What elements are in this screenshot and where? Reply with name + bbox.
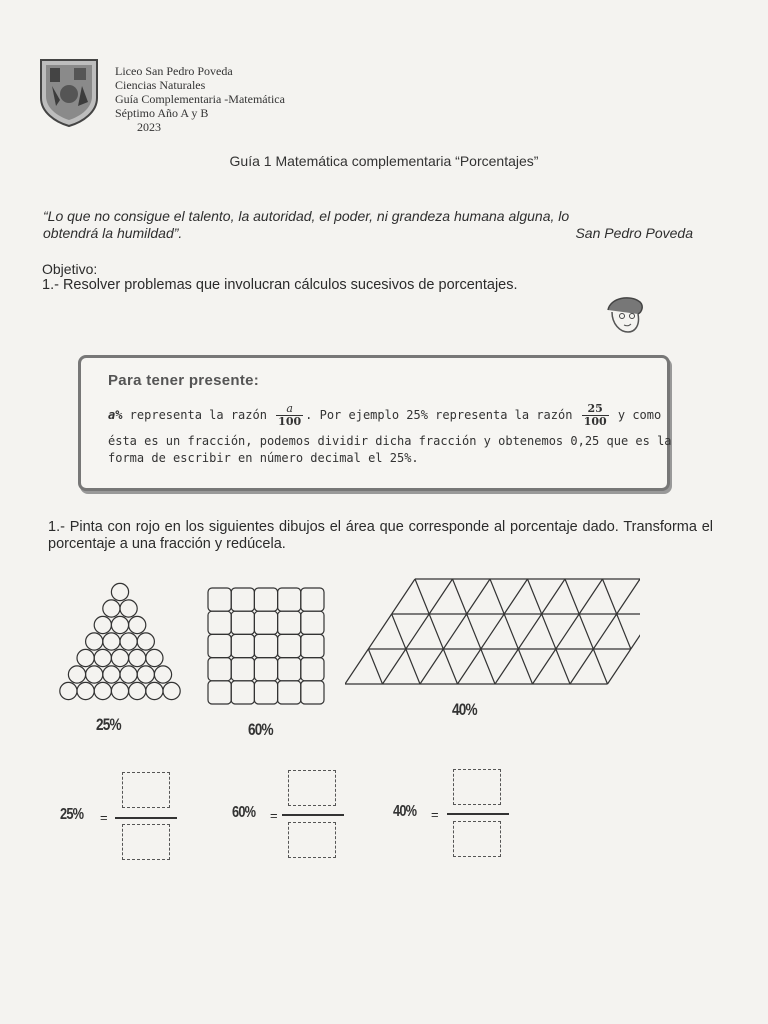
grid-line (631, 614, 640, 649)
circle-triangle-figure (55, 582, 185, 708)
figure-label-60: 60% (248, 720, 273, 739)
school-crest-logo (38, 56, 100, 128)
figure-label-40: 40% (452, 700, 477, 719)
quote-author: San Pedro Poveda (575, 225, 693, 241)
square-grid-figure (205, 585, 327, 710)
grid-cell (301, 611, 324, 634)
circle-cell (68, 666, 85, 683)
grid-line (345, 649, 368, 684)
grid-line (443, 649, 457, 684)
fraction-bar (115, 817, 177, 819)
objective-text: 1.- Resolver problemas que involucran cálculos sucesivos de porcentajes. (42, 277, 518, 293)
quote (43, 208, 693, 242)
circle-cell (94, 616, 111, 633)
grid-line (518, 649, 532, 684)
reminder-line-1 (108, 403, 661, 428)
fraction-numerator: a (276, 403, 303, 416)
grid-line (481, 614, 504, 649)
circle-cell (77, 682, 94, 699)
grid-line (556, 614, 579, 649)
grid-line (368, 649, 382, 684)
grid-cell (278, 588, 301, 611)
objective-label: Objetivo: (42, 261, 98, 277)
grid-line (603, 579, 617, 614)
circle-cell (103, 666, 120, 683)
grid-line (392, 614, 406, 649)
circle-cell (111, 616, 128, 633)
circle-cell (146, 682, 163, 699)
grid-cell (231, 611, 254, 634)
denominator-answer-box[interactable] (122, 824, 170, 860)
grid-line (406, 614, 429, 649)
reminder-text-a: representa la razón (122, 408, 275, 422)
equals-sign: = (270, 808, 278, 823)
circle-cell (146, 649, 163, 666)
grid-cell (231, 634, 254, 657)
grid-line (429, 614, 443, 649)
circle-cell (86, 633, 103, 650)
grid-cell (208, 588, 231, 611)
grid-line (504, 579, 527, 614)
circle-cell (129, 682, 146, 699)
grid-cell (208, 611, 231, 634)
grid-cell (208, 681, 231, 704)
grid-cell (278, 611, 301, 634)
equation-40 (393, 767, 523, 862)
fraction-bar (447, 813, 509, 815)
grid-line (443, 614, 466, 649)
circle-cell (103, 600, 120, 617)
year: 2023 (137, 120, 161, 134)
grid-line (481, 649, 495, 684)
grid-cell (208, 634, 231, 657)
grid-line (429, 579, 452, 614)
grid-cell (231, 588, 254, 611)
school-info (115, 64, 285, 134)
grade-name: Séptimo Año A y B (115, 106, 209, 120)
grid-cell (208, 658, 231, 681)
grid-line (518, 614, 541, 649)
circle-cell (103, 633, 120, 650)
equals-sign: = (100, 810, 108, 825)
grid-line (617, 614, 631, 649)
grid-cell (254, 634, 277, 657)
figure-label-25: 25% (96, 715, 121, 734)
grid-line (504, 614, 518, 649)
equation-60 (232, 768, 362, 863)
reminder-text-c: y como (610, 408, 662, 422)
grid-cell (254, 681, 277, 704)
grid-line (458, 649, 481, 684)
department-name: Ciencias Naturales (115, 78, 206, 92)
exercise-instructions: 1.- Pinta con rojo en los siguientes dibujos el área que corresponde al porcentaje dado. Transforma el porcentaje a una fracción y redúcela. (48, 519, 713, 552)
circle-cell (129, 649, 146, 666)
grid-line (453, 579, 467, 614)
guide-name: Guía Complementaria -Matemática (115, 92, 285, 106)
equation-percent: 40% (393, 803, 417, 820)
grid-line (533, 649, 556, 684)
grid-cell (278, 634, 301, 657)
grid-line (392, 579, 415, 614)
grid-line (593, 649, 607, 684)
grid-cell (231, 658, 254, 681)
grid-line (542, 579, 565, 614)
grid-line (570, 649, 593, 684)
circle-cell (129, 616, 146, 633)
numerator-answer-box[interactable] (453, 769, 501, 805)
grid-line (383, 649, 406, 684)
grid-cell (231, 681, 254, 704)
grid-line (406, 649, 420, 684)
grid-cell (301, 588, 324, 611)
fraction-denominator: 100 (583, 415, 607, 428)
grid-line (467, 579, 490, 614)
cartoon-face-icon (600, 292, 648, 340)
reminder-line-2: ésta es un fracción, podemos dividir dicha fracción y obtenemos 0,25 que es la (108, 434, 672, 448)
grid-line (542, 614, 556, 649)
grid-line (495, 649, 518, 684)
grid-cell (254, 611, 277, 634)
grid-line (467, 614, 481, 649)
equation-25 (60, 770, 190, 865)
quote-line-1: “Lo que no consigue el talento, la autoridad, el poder, ni grandeza humana alguna, lo (43, 208, 570, 224)
grid-cell (301, 658, 324, 681)
equation-percent: 60% (232, 804, 256, 821)
circle-cell (111, 649, 128, 666)
circle-cell (154, 666, 171, 683)
triangle-parallelogram-figure (345, 576, 640, 688)
fraction-bar (282, 814, 344, 816)
grid-line (368, 614, 391, 649)
quote-line-2: obtendrá la humildad”. (43, 225, 183, 241)
numerator-answer-box[interactable] (122, 772, 170, 808)
grid-line (593, 614, 616, 649)
fraction-numerator: 25 (582, 403, 609, 416)
equals-sign: = (431, 807, 439, 822)
circle-cell (111, 583, 128, 600)
denominator-answer-box[interactable] (288, 822, 336, 858)
percent-variable: a% (108, 408, 123, 422)
grid-cell (301, 634, 324, 657)
grid-line (579, 579, 602, 614)
grid-line (420, 649, 443, 684)
circle-cell (94, 649, 111, 666)
grid-line (565, 579, 579, 614)
circle-cell (120, 600, 137, 617)
grid-line (617, 579, 640, 614)
circle-cell (163, 682, 180, 699)
grid-cell (254, 658, 277, 681)
reminder-box (78, 355, 670, 491)
denominator-answer-box[interactable] (453, 821, 501, 857)
circle-cell (137, 633, 154, 650)
grid-line (528, 579, 542, 614)
circle-cell (86, 666, 103, 683)
fraction-25-over-100 (582, 403, 609, 428)
equation-percent: 25% (60, 806, 84, 823)
circle-cell (120, 633, 137, 650)
grid-line (608, 649, 631, 684)
circle-cell (77, 649, 94, 666)
grid-cell (278, 658, 301, 681)
circle-cell (137, 666, 154, 683)
grid-line (579, 614, 593, 649)
circle-cell (94, 682, 111, 699)
grid-cell (301, 681, 324, 704)
circle-cell (120, 666, 137, 683)
grid-cell (278, 681, 301, 704)
school-name: Liceo San Pedro Poveda (115, 64, 233, 78)
reminder-text-b: . Por ejemplo 25% representa la razón (305, 408, 580, 422)
reminder-heading: Para tener presente: (108, 372, 260, 389)
numerator-answer-box[interactable] (288, 770, 336, 806)
fraction-a-over-100 (276, 403, 303, 428)
page-title: Guía 1 Matemática complementaria “Porcentajes” (229, 153, 539, 169)
circle-cell (60, 682, 77, 699)
fraction-denominator: 100 (278, 415, 302, 428)
grid-line (415, 579, 429, 614)
grid-line (490, 579, 504, 614)
grid-cell (254, 588, 277, 611)
reminder-line-3: forma de escribir en número decimal el 25%. (108, 451, 419, 465)
grid-line (556, 649, 570, 684)
circle-cell (111, 682, 128, 699)
